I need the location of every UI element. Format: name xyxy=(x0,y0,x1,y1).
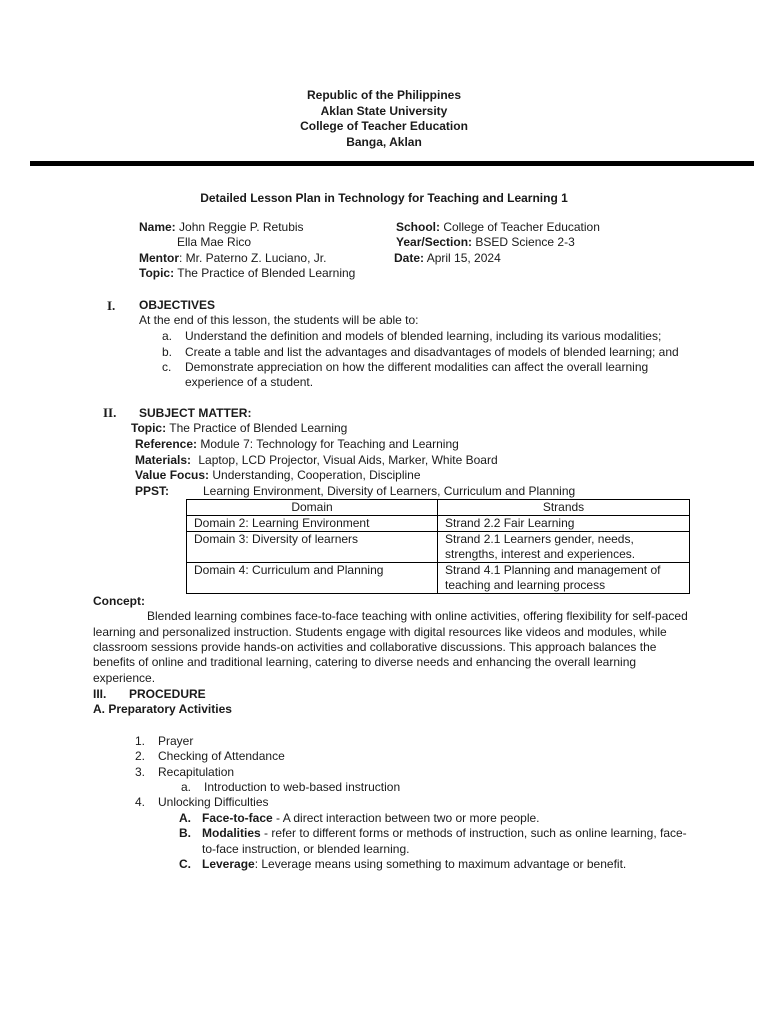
strand-text: Strand 4.1 Planning and management of xyxy=(445,563,661,577)
list-item: Unlocking Difficulties xyxy=(158,795,269,809)
header-location: Banga, Aklan xyxy=(346,135,422,149)
ppst-value: Learning Environment, Diversity of Learners, Curriculum and Planning xyxy=(203,484,576,498)
definition-term: Face-to-face xyxy=(202,811,273,825)
subject-numeral: II. xyxy=(103,405,117,420)
objectives-intro: At the end of this lesson, the students will be able to: xyxy=(139,313,419,327)
table-header-strands: Strands xyxy=(438,500,690,516)
topic-value: The Practice of Blended Learning xyxy=(177,266,356,280)
concept-line: Blended learning combines face-to-face teaching with online activities, offering flexibility for self-paced xyxy=(147,609,688,623)
name-label: Name: xyxy=(139,220,176,234)
table-row xyxy=(187,563,690,594)
header-university: Aklan State University xyxy=(320,104,448,118)
materials-label: Materials: xyxy=(135,453,192,467)
strand-text: Strand 2.2 Fair Learning xyxy=(445,516,575,530)
ppst-label: PPST: xyxy=(135,484,170,498)
domain-cell: Domain 2: Learning Environment xyxy=(187,516,438,532)
list-marker: 1. xyxy=(135,734,146,748)
reference-label: Reference: xyxy=(135,437,198,451)
school-value: College of Teacher Education xyxy=(443,220,600,234)
strand-cell xyxy=(438,532,690,563)
info-topic xyxy=(139,266,355,281)
table-row xyxy=(187,532,690,563)
strand-text: Strand 2.1 Learners gender, needs, xyxy=(445,532,634,546)
objective-marker: c. xyxy=(162,360,172,374)
definition-text-continued: to-face instruction, or blended learning. xyxy=(202,842,410,856)
ppst-table xyxy=(186,499,690,594)
header-divider xyxy=(30,161,754,166)
info-date xyxy=(394,251,501,266)
subject-materials xyxy=(135,453,498,468)
preparatory-heading: A. Preparatory Activities xyxy=(93,702,232,716)
definition-marker: A. xyxy=(179,811,191,825)
strand-text-continued: strengths, interest and experiences. xyxy=(445,547,636,561)
school-label: School: xyxy=(396,220,440,234)
definition-marker: C. xyxy=(179,857,191,871)
objectives-numeral: I. xyxy=(107,298,116,313)
definition-term: Modalities xyxy=(202,826,261,840)
concept-line: classroom sessions provide hands-on activities and collaborative discussions. This approach balances the xyxy=(93,640,657,654)
definition-text: : Leverage means using something to maximum advantage or benefit. xyxy=(254,857,627,871)
subject-value-focus xyxy=(135,468,421,483)
concept-line: experience. xyxy=(93,671,156,685)
list-item: Recapitulation xyxy=(158,765,235,779)
list-marker: 2. xyxy=(135,749,146,763)
sub-list-item: Introduction to web-based instruction xyxy=(204,780,401,794)
table-row xyxy=(187,516,690,532)
header-college: College of Teacher Education xyxy=(300,119,468,133)
info-school xyxy=(396,220,600,235)
name-value: John Reggie P. Retubis xyxy=(179,220,304,234)
info-mentor xyxy=(139,251,326,266)
subject-heading: SUBJECT MATTER: xyxy=(139,406,252,420)
subject-reference xyxy=(135,437,459,452)
header-country: Republic of the Philippines xyxy=(306,88,461,102)
date-label: Date: xyxy=(394,251,425,265)
name-value-2: Ella Mae Rico xyxy=(177,235,252,249)
value-focus-label: Value Focus: xyxy=(135,468,210,482)
table-header-domain: Domain xyxy=(187,500,438,516)
year-label: Year/Section: xyxy=(396,235,473,249)
value-focus-value: Understanding, Cooperation, Discipline xyxy=(212,468,421,482)
subject-topic xyxy=(131,421,347,436)
definition-text: - refer to different forms or methods of instruction, such as online learning, face- xyxy=(260,826,687,840)
mentor-value: : Mr. Paterno Z. Luciano, Jr. xyxy=(179,251,327,265)
definition-item xyxy=(202,826,687,841)
domain-cell: Domain 3: Diversity of learners xyxy=(187,532,438,563)
concept-line: benefits of online and traditional learning, catering to diverse needs and enhancing the overall learning xyxy=(93,655,637,669)
domain-cell: Domain 4: Curriculum and Planning xyxy=(187,563,438,594)
list-marker: 4. xyxy=(135,795,146,809)
year-value: BSED Science 2-3 xyxy=(475,235,575,249)
definition-item xyxy=(202,857,626,872)
mentor-label: Mentor xyxy=(139,251,179,265)
concept-line: learning and personalized instruction. Students engage with digital resources like videos and modules, while xyxy=(93,625,667,639)
info-year-section xyxy=(396,235,575,250)
strand-cell xyxy=(438,516,690,532)
objective-item: Demonstrate appreciation on how the different modalities can affect the overall learning xyxy=(185,360,649,374)
strand-cell xyxy=(438,563,690,594)
topic-label: Topic: xyxy=(139,266,175,280)
sub-list-marker: a. xyxy=(181,780,192,794)
definition-marker: B. xyxy=(179,826,191,840)
list-item: Checking of Attendance xyxy=(158,749,285,763)
strand-text-continued: teaching and learning process xyxy=(445,578,606,592)
objective-item: Understand the definition and models of blended learning, including its various modalities; xyxy=(185,329,662,343)
list-marker: 3. xyxy=(135,765,146,779)
materials-value: Laptop, LCD Projector, Visual Aids, Marker, White Board xyxy=(198,453,498,467)
objective-marker: b. xyxy=(162,345,173,359)
subject-topic-value: The Practice of Blended Learning xyxy=(169,421,348,435)
list-item: Prayer xyxy=(158,734,194,748)
objective-item-continued: experience of a student. xyxy=(185,375,314,389)
objective-marker: a. xyxy=(162,329,173,343)
table-header-row xyxy=(187,500,690,516)
definition-item xyxy=(202,811,540,826)
document-title: Detailed Lesson Plan in Technology for Teaching and Learning 1 xyxy=(200,191,568,205)
procedure-numeral: III. xyxy=(93,687,107,701)
date-value: April 15, 2024 xyxy=(426,251,501,265)
definition-text: - A direct interaction between two or more people. xyxy=(272,811,540,825)
subject-topic-label: Topic: xyxy=(131,421,167,435)
objectives-heading: OBJECTIVES xyxy=(139,298,216,312)
concept-heading: Concept: xyxy=(93,594,145,608)
definition-term: Leverage xyxy=(202,857,255,871)
objective-item: Create a table and list the advantages and disadvantages of models of blended learning; and xyxy=(185,345,679,359)
procedure-heading: PROCEDURE xyxy=(129,687,206,701)
reference-value: Module 7: Technology for Teaching and Learning xyxy=(200,437,459,451)
info-name xyxy=(139,220,304,235)
